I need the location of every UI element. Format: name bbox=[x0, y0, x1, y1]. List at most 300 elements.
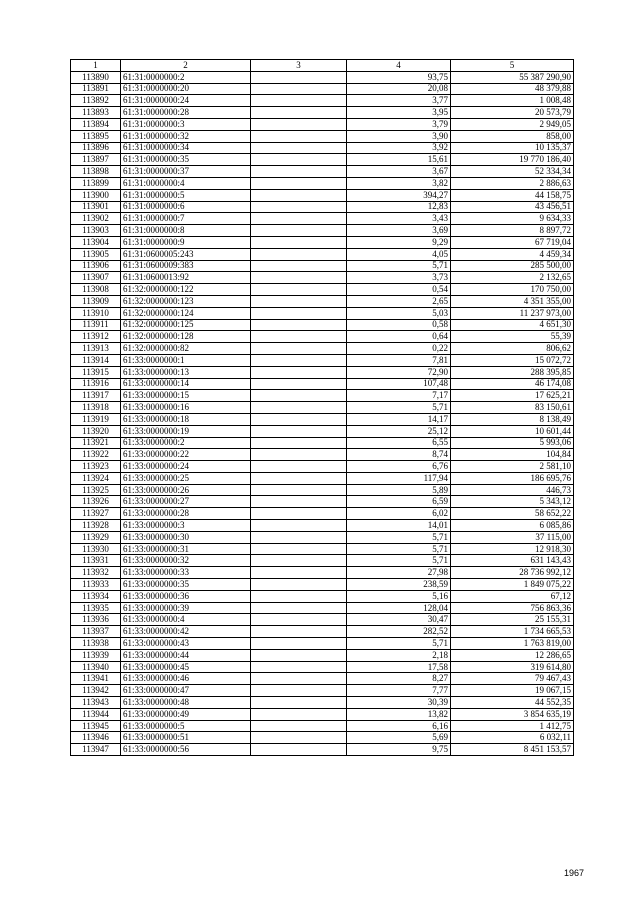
column-3-value bbox=[251, 590, 347, 602]
row-number: 113915 bbox=[71, 366, 121, 378]
column-3-value bbox=[251, 354, 347, 366]
column-5-value: 52 334,34 bbox=[451, 166, 574, 178]
table-row bbox=[71, 378, 574, 390]
cadastral-number: 61:31:0000000:6 bbox=[121, 201, 251, 213]
row-number: 113900 bbox=[71, 189, 121, 201]
table-row bbox=[71, 449, 574, 461]
column-5-value: 5 993,06 bbox=[451, 437, 574, 449]
row-number: 113897 bbox=[71, 154, 121, 166]
row-number: 113893 bbox=[71, 107, 121, 119]
row-number: 113918 bbox=[71, 402, 121, 414]
column-4-value: 9,29 bbox=[347, 236, 451, 248]
row-number: 113914 bbox=[71, 354, 121, 366]
column-4-value: 8,27 bbox=[347, 673, 451, 685]
column-3-value bbox=[251, 579, 347, 591]
column-4-value: 25,12 bbox=[347, 425, 451, 437]
column-5-value: 28 736 992,12 bbox=[451, 567, 574, 579]
row-number: 113928 bbox=[71, 520, 121, 532]
column-4-value: 117,94 bbox=[347, 472, 451, 484]
column-4-value: 5,89 bbox=[347, 484, 451, 496]
table-row bbox=[71, 732, 574, 744]
header-col-3: 3 bbox=[251, 60, 347, 72]
row-number: 113903 bbox=[71, 225, 121, 237]
row-number: 113917 bbox=[71, 390, 121, 402]
cadastral-number: 61:33:0000000:33 bbox=[121, 567, 251, 579]
column-5-value: 55,39 bbox=[451, 331, 574, 343]
table-row bbox=[71, 260, 574, 272]
column-5-value: 12 286,65 bbox=[451, 649, 574, 661]
column-4-value: 0,64 bbox=[347, 331, 451, 343]
column-5-value: 8 897,72 bbox=[451, 225, 574, 237]
column-4-value: 3,95 bbox=[347, 107, 451, 119]
column-3-value bbox=[251, 95, 347, 107]
cadastral-number: 61:33:0000000:26 bbox=[121, 484, 251, 496]
table-row bbox=[71, 697, 574, 709]
cadastral-number: 61:33:0000000:4 bbox=[121, 614, 251, 626]
column-3-value bbox=[251, 567, 347, 579]
row-number: 113926 bbox=[71, 496, 121, 508]
row-number: 113942 bbox=[71, 685, 121, 697]
row-number: 113894 bbox=[71, 118, 121, 130]
column-4-value: 0,54 bbox=[347, 284, 451, 296]
table-row bbox=[71, 154, 574, 166]
column-3-value bbox=[251, 189, 347, 201]
column-3-value bbox=[251, 732, 347, 744]
cadastral-number: 61:31:0000000:2 bbox=[121, 71, 251, 83]
column-3-value bbox=[251, 201, 347, 213]
table-row bbox=[71, 555, 574, 567]
row-number: 113941 bbox=[71, 673, 121, 685]
table-row bbox=[71, 484, 574, 496]
cadastral-number: 61:31:0000000:35 bbox=[121, 154, 251, 166]
column-3-value bbox=[251, 260, 347, 272]
column-4-value: 6,59 bbox=[347, 496, 451, 508]
column-4-value: 15,61 bbox=[347, 154, 451, 166]
column-5-value: 1 849 075,22 bbox=[451, 579, 574, 591]
column-3-value bbox=[251, 272, 347, 284]
row-number: 113890 bbox=[71, 71, 121, 83]
column-3-value bbox=[251, 177, 347, 189]
column-4-value: 0,58 bbox=[347, 319, 451, 331]
cadastral-number: 61:33:0000000:28 bbox=[121, 508, 251, 520]
column-4-value: 17,58 bbox=[347, 661, 451, 673]
column-5-value: 58 652,22 bbox=[451, 508, 574, 520]
column-4-value: 3,79 bbox=[347, 118, 451, 130]
column-3-value bbox=[251, 638, 347, 650]
row-number: 113937 bbox=[71, 626, 121, 638]
row-number: 113899 bbox=[71, 177, 121, 189]
cadastral-number: 61:33:0000000:31 bbox=[121, 543, 251, 555]
column-5-value: 8 138,49 bbox=[451, 413, 574, 425]
register-table bbox=[70, 59, 574, 756]
row-number: 113932 bbox=[71, 567, 121, 579]
column-3-value bbox=[251, 107, 347, 119]
column-4-value: 6,76 bbox=[347, 461, 451, 473]
column-3-value bbox=[251, 602, 347, 614]
cadastral-number: 61:33:0000000:22 bbox=[121, 449, 251, 461]
row-number: 113896 bbox=[71, 142, 121, 154]
column-3-value bbox=[251, 425, 347, 437]
table-row bbox=[71, 225, 574, 237]
table-row bbox=[71, 71, 574, 83]
cadastral-number: 61:33:0000000:35 bbox=[121, 579, 251, 591]
column-3-value bbox=[251, 166, 347, 178]
table-row bbox=[71, 189, 574, 201]
row-number: 113905 bbox=[71, 248, 121, 260]
column-4-value: 394,27 bbox=[347, 189, 451, 201]
column-5-value: 1 008,48 bbox=[451, 95, 574, 107]
column-3-value bbox=[251, 661, 347, 673]
column-4-value: 5,71 bbox=[347, 555, 451, 567]
cadastral-number: 61:31:0000000:7 bbox=[121, 213, 251, 225]
column-4-value: 3,73 bbox=[347, 272, 451, 284]
row-number: 113927 bbox=[71, 508, 121, 520]
column-4-value: 12,83 bbox=[347, 201, 451, 213]
column-5-value: 2 581,10 bbox=[451, 461, 574, 473]
header-col-2: 2 bbox=[121, 60, 251, 72]
column-5-value: 858,00 bbox=[451, 130, 574, 142]
cadastral-number: 61:31:0000000:8 bbox=[121, 225, 251, 237]
table-row bbox=[71, 638, 574, 650]
column-3-value bbox=[251, 649, 347, 661]
column-3-value bbox=[251, 461, 347, 473]
column-5-value: 55 387 290,90 bbox=[451, 71, 574, 83]
column-3-value bbox=[251, 685, 347, 697]
column-4-value: 5,71 bbox=[347, 638, 451, 650]
cadastral-number: 61:33:0000000:45 bbox=[121, 661, 251, 673]
register-table-body bbox=[71, 71, 574, 755]
row-number: 113933 bbox=[71, 579, 121, 591]
row-number: 113901 bbox=[71, 201, 121, 213]
column-5-value: 756 863,36 bbox=[451, 602, 574, 614]
column-5-value: 3 854 635,19 bbox=[451, 708, 574, 720]
row-number: 113934 bbox=[71, 590, 121, 602]
column-3-value bbox=[251, 626, 347, 638]
row-number: 113940 bbox=[71, 661, 121, 673]
table-row bbox=[71, 390, 574, 402]
row-number: 113895 bbox=[71, 130, 121, 142]
cadastral-number: 61:33:0000000:16 bbox=[121, 402, 251, 414]
column-5-value: 37 115,00 bbox=[451, 531, 574, 543]
column-5-value: 19 067,15 bbox=[451, 685, 574, 697]
table-row bbox=[71, 272, 574, 284]
column-4-value: 5,71 bbox=[347, 531, 451, 543]
page-number: 1967 bbox=[563, 868, 584, 878]
table-row bbox=[71, 649, 574, 661]
cadastral-number: 61:33:0000000:49 bbox=[121, 708, 251, 720]
table-row bbox=[71, 166, 574, 178]
column-4-value: 3,77 bbox=[347, 95, 451, 107]
column-3-value bbox=[251, 71, 347, 83]
column-3-value bbox=[251, 543, 347, 555]
table-row bbox=[71, 720, 574, 732]
cadastral-number: 61:31:0000000:34 bbox=[121, 142, 251, 154]
column-5-value: 104,84 bbox=[451, 449, 574, 461]
column-4-value: 6,16 bbox=[347, 720, 451, 732]
table-row bbox=[71, 531, 574, 543]
column-4-value: 3,67 bbox=[347, 166, 451, 178]
cadastral-number: 61:32:0000000:82 bbox=[121, 343, 251, 355]
column-4-value: 5,71 bbox=[347, 402, 451, 414]
table-row bbox=[71, 590, 574, 602]
table-row bbox=[71, 319, 574, 331]
column-3-value bbox=[251, 449, 347, 461]
column-5-value: 48 379,88 bbox=[451, 83, 574, 95]
column-5-value: 11 237 973,00 bbox=[451, 307, 574, 319]
column-5-value: 6 032,11 bbox=[451, 732, 574, 744]
table-row bbox=[71, 295, 574, 307]
cadastral-number: 61:31:0000000:20 bbox=[121, 83, 251, 95]
row-number: 113921 bbox=[71, 437, 121, 449]
row-number: 113943 bbox=[71, 697, 121, 709]
row-number: 113904 bbox=[71, 236, 121, 248]
column-4-value: 6,55 bbox=[347, 437, 451, 449]
column-5-value: 285 500,00 bbox=[451, 260, 574, 272]
cadastral-number: 61:31:0000000:24 bbox=[121, 95, 251, 107]
cadastral-number: 61:32:0000000:125 bbox=[121, 319, 251, 331]
column-3-value bbox=[251, 331, 347, 343]
table-row bbox=[71, 354, 574, 366]
table-row bbox=[71, 307, 574, 319]
cadastral-number: 61:33:0000000:46 bbox=[121, 673, 251, 685]
cadastral-number: 61:31:0600009:383 bbox=[121, 260, 251, 272]
row-number: 113911 bbox=[71, 319, 121, 331]
cadastral-number: 61:33:0000000:15 bbox=[121, 390, 251, 402]
column-5-value: 2 132,65 bbox=[451, 272, 574, 284]
column-4-value: 3,82 bbox=[347, 177, 451, 189]
cadastral-number: 61:33:0000000:5 bbox=[121, 720, 251, 732]
column-4-value: 5,16 bbox=[347, 590, 451, 602]
table-row bbox=[71, 673, 574, 685]
column-3-value bbox=[251, 213, 347, 225]
cadastral-number: 61:31:0000000:37 bbox=[121, 166, 251, 178]
column-4-value: 6,02 bbox=[347, 508, 451, 520]
column-5-value: 67 719,04 bbox=[451, 236, 574, 248]
column-3-value bbox=[251, 402, 347, 414]
column-4-value: 3,43 bbox=[347, 213, 451, 225]
column-5-value: 46 174,08 bbox=[451, 378, 574, 390]
row-number: 113930 bbox=[71, 543, 121, 555]
row-number: 113913 bbox=[71, 343, 121, 355]
row-number: 113925 bbox=[71, 484, 121, 496]
column-3-value bbox=[251, 284, 347, 296]
column-5-value: 2 886,63 bbox=[451, 177, 574, 189]
cadastral-number: 61:33:0000000:18 bbox=[121, 413, 251, 425]
column-4-value: 5,03 bbox=[347, 307, 451, 319]
table-row bbox=[71, 708, 574, 720]
column-3-value bbox=[251, 142, 347, 154]
column-5-value: 5 343,12 bbox=[451, 496, 574, 508]
cadastral-number: 61:33:0000000:3 bbox=[121, 520, 251, 532]
table-row bbox=[71, 496, 574, 508]
row-number: 113891 bbox=[71, 83, 121, 95]
cadastral-number: 61:33:0000000:13 bbox=[121, 366, 251, 378]
column-5-value: 446,73 bbox=[451, 484, 574, 496]
column-4-value: 3,92 bbox=[347, 142, 451, 154]
column-4-value: 107,48 bbox=[347, 378, 451, 390]
cadastral-number: 61:33:0000000:56 bbox=[121, 744, 251, 756]
column-4-value: 8,74 bbox=[347, 449, 451, 461]
column-3-value bbox=[251, 154, 347, 166]
row-number: 113938 bbox=[71, 638, 121, 650]
header-col-1: 1 bbox=[71, 60, 121, 72]
table-row bbox=[71, 685, 574, 697]
column-5-value: 6 085,86 bbox=[451, 520, 574, 532]
column-3-value bbox=[251, 484, 347, 496]
cadastral-number: 61:31:0000000:3 bbox=[121, 118, 251, 130]
column-3-value bbox=[251, 437, 347, 449]
cadastral-number: 61:33:0000000:30 bbox=[121, 531, 251, 543]
row-number: 113907 bbox=[71, 272, 121, 284]
column-4-value: 13,82 bbox=[347, 708, 451, 720]
column-4-value: 14,01 bbox=[347, 520, 451, 532]
column-4-value: 20,08 bbox=[347, 83, 451, 95]
cadastral-number: 61:31:0000000:9 bbox=[121, 236, 251, 248]
row-number: 113945 bbox=[71, 720, 121, 732]
table-row bbox=[71, 331, 574, 343]
column-3-value bbox=[251, 295, 347, 307]
row-number: 113902 bbox=[71, 213, 121, 225]
column-5-value: 1 412,75 bbox=[451, 720, 574, 732]
row-number: 113910 bbox=[71, 307, 121, 319]
table-row bbox=[71, 83, 574, 95]
column-4-value: 27,98 bbox=[347, 567, 451, 579]
cadastral-number: 61:33:0000000:32 bbox=[121, 555, 251, 567]
column-5-value: 1 734 665,53 bbox=[451, 626, 574, 638]
column-3-value bbox=[251, 673, 347, 685]
column-5-value: 19 770 186,40 bbox=[451, 154, 574, 166]
cadastral-number: 61:31:0000000:4 bbox=[121, 177, 251, 189]
table-row bbox=[71, 614, 574, 626]
column-5-value: 4 351 355,00 bbox=[451, 295, 574, 307]
header-row bbox=[71, 60, 574, 72]
table-row bbox=[71, 95, 574, 107]
column-4-value: 30,47 bbox=[347, 614, 451, 626]
cadastral-number: 61:32:0000000:122 bbox=[121, 284, 251, 296]
table-row bbox=[71, 437, 574, 449]
column-3-value bbox=[251, 697, 347, 709]
column-3-value bbox=[251, 307, 347, 319]
row-number: 113924 bbox=[71, 472, 121, 484]
header-col-4: 4 bbox=[347, 60, 451, 72]
cadastral-number: 61:32:0000000:123 bbox=[121, 295, 251, 307]
table-row bbox=[71, 366, 574, 378]
table-row bbox=[71, 413, 574, 425]
table-row bbox=[71, 402, 574, 414]
column-4-value: 72,90 bbox=[347, 366, 451, 378]
table-row bbox=[71, 107, 574, 119]
row-number: 113931 bbox=[71, 555, 121, 567]
cadastral-number: 61:31:0000000:32 bbox=[121, 130, 251, 142]
column-4-value: 5,71 bbox=[347, 543, 451, 555]
column-5-value: 44 158,75 bbox=[451, 189, 574, 201]
column-3-value bbox=[251, 720, 347, 732]
column-5-value: 79 467,43 bbox=[451, 673, 574, 685]
column-4-value: 2,65 bbox=[347, 295, 451, 307]
column-4-value: 282,52 bbox=[347, 626, 451, 638]
column-3-value bbox=[251, 708, 347, 720]
column-3-value bbox=[251, 319, 347, 331]
column-4-value: 7,77 bbox=[347, 685, 451, 697]
column-3-value bbox=[251, 236, 347, 248]
row-number: 113909 bbox=[71, 295, 121, 307]
column-5-value: 9 634,33 bbox=[451, 213, 574, 225]
cadastral-number: 61:33:0000000:39 bbox=[121, 602, 251, 614]
table-row bbox=[71, 177, 574, 189]
table-row bbox=[71, 343, 574, 355]
table-row bbox=[71, 579, 574, 591]
cadastral-number: 61:33:0000000:24 bbox=[121, 461, 251, 473]
column-5-value: 10 601,44 bbox=[451, 425, 574, 437]
column-4-value: 2,18 bbox=[347, 649, 451, 661]
cadastral-number: 61:33:0000000:19 bbox=[121, 425, 251, 437]
column-3-value bbox=[251, 531, 347, 543]
table-row bbox=[71, 236, 574, 248]
column-5-value: 4 459,34 bbox=[451, 248, 574, 260]
column-5-value: 17 625,21 bbox=[451, 390, 574, 402]
row-number: 113923 bbox=[71, 461, 121, 473]
row-number: 113936 bbox=[71, 614, 121, 626]
cadastral-number: 61:33:0000000:42 bbox=[121, 626, 251, 638]
cadastral-number: 61:33:0000000:47 bbox=[121, 685, 251, 697]
column-5-value: 83 150,61 bbox=[451, 402, 574, 414]
table-row bbox=[71, 744, 574, 756]
column-5-value: 631 143,43 bbox=[451, 555, 574, 567]
table-row bbox=[71, 213, 574, 225]
table-row bbox=[71, 201, 574, 213]
column-3-value bbox=[251, 118, 347, 130]
row-number: 113922 bbox=[71, 449, 121, 461]
row-number: 113919 bbox=[71, 413, 121, 425]
column-3-value bbox=[251, 83, 347, 95]
column-5-value: 20 573,79 bbox=[451, 107, 574, 119]
column-3-value bbox=[251, 496, 347, 508]
column-3-value bbox=[251, 130, 347, 142]
row-number: 113920 bbox=[71, 425, 121, 437]
row-number: 113929 bbox=[71, 531, 121, 543]
column-4-value: 93,75 bbox=[347, 71, 451, 83]
column-5-value: 10 135,37 bbox=[451, 142, 574, 154]
column-5-value: 44 552,35 bbox=[451, 697, 574, 709]
column-3-value bbox=[251, 520, 347, 532]
table-row bbox=[71, 543, 574, 555]
cadastral-number: 61:33:0000000:48 bbox=[121, 697, 251, 709]
column-3-value bbox=[251, 472, 347, 484]
column-5-value: 806,62 bbox=[451, 343, 574, 355]
column-3-value bbox=[251, 343, 347, 355]
row-number: 113898 bbox=[71, 166, 121, 178]
column-4-value: 14,17 bbox=[347, 413, 451, 425]
row-number: 113906 bbox=[71, 260, 121, 272]
column-5-value: 2 949,05 bbox=[451, 118, 574, 130]
column-4-value: 3,69 bbox=[347, 225, 451, 237]
row-number: 113916 bbox=[71, 378, 121, 390]
row-number: 113946 bbox=[71, 732, 121, 744]
row-number: 113908 bbox=[71, 284, 121, 296]
cadastral-number: 61:33:0000000:14 bbox=[121, 378, 251, 390]
cadastral-number: 61:31:0000000:5 bbox=[121, 189, 251, 201]
row-number: 113935 bbox=[71, 602, 121, 614]
column-5-value: 4 651,30 bbox=[451, 319, 574, 331]
row-number: 113944 bbox=[71, 708, 121, 720]
column-3-value bbox=[251, 366, 347, 378]
row-number: 113939 bbox=[71, 649, 121, 661]
table-row bbox=[71, 142, 574, 154]
table-row bbox=[71, 567, 574, 579]
column-3-value bbox=[251, 508, 347, 520]
column-5-value: 186 695,76 bbox=[451, 472, 574, 484]
table-row bbox=[71, 626, 574, 638]
